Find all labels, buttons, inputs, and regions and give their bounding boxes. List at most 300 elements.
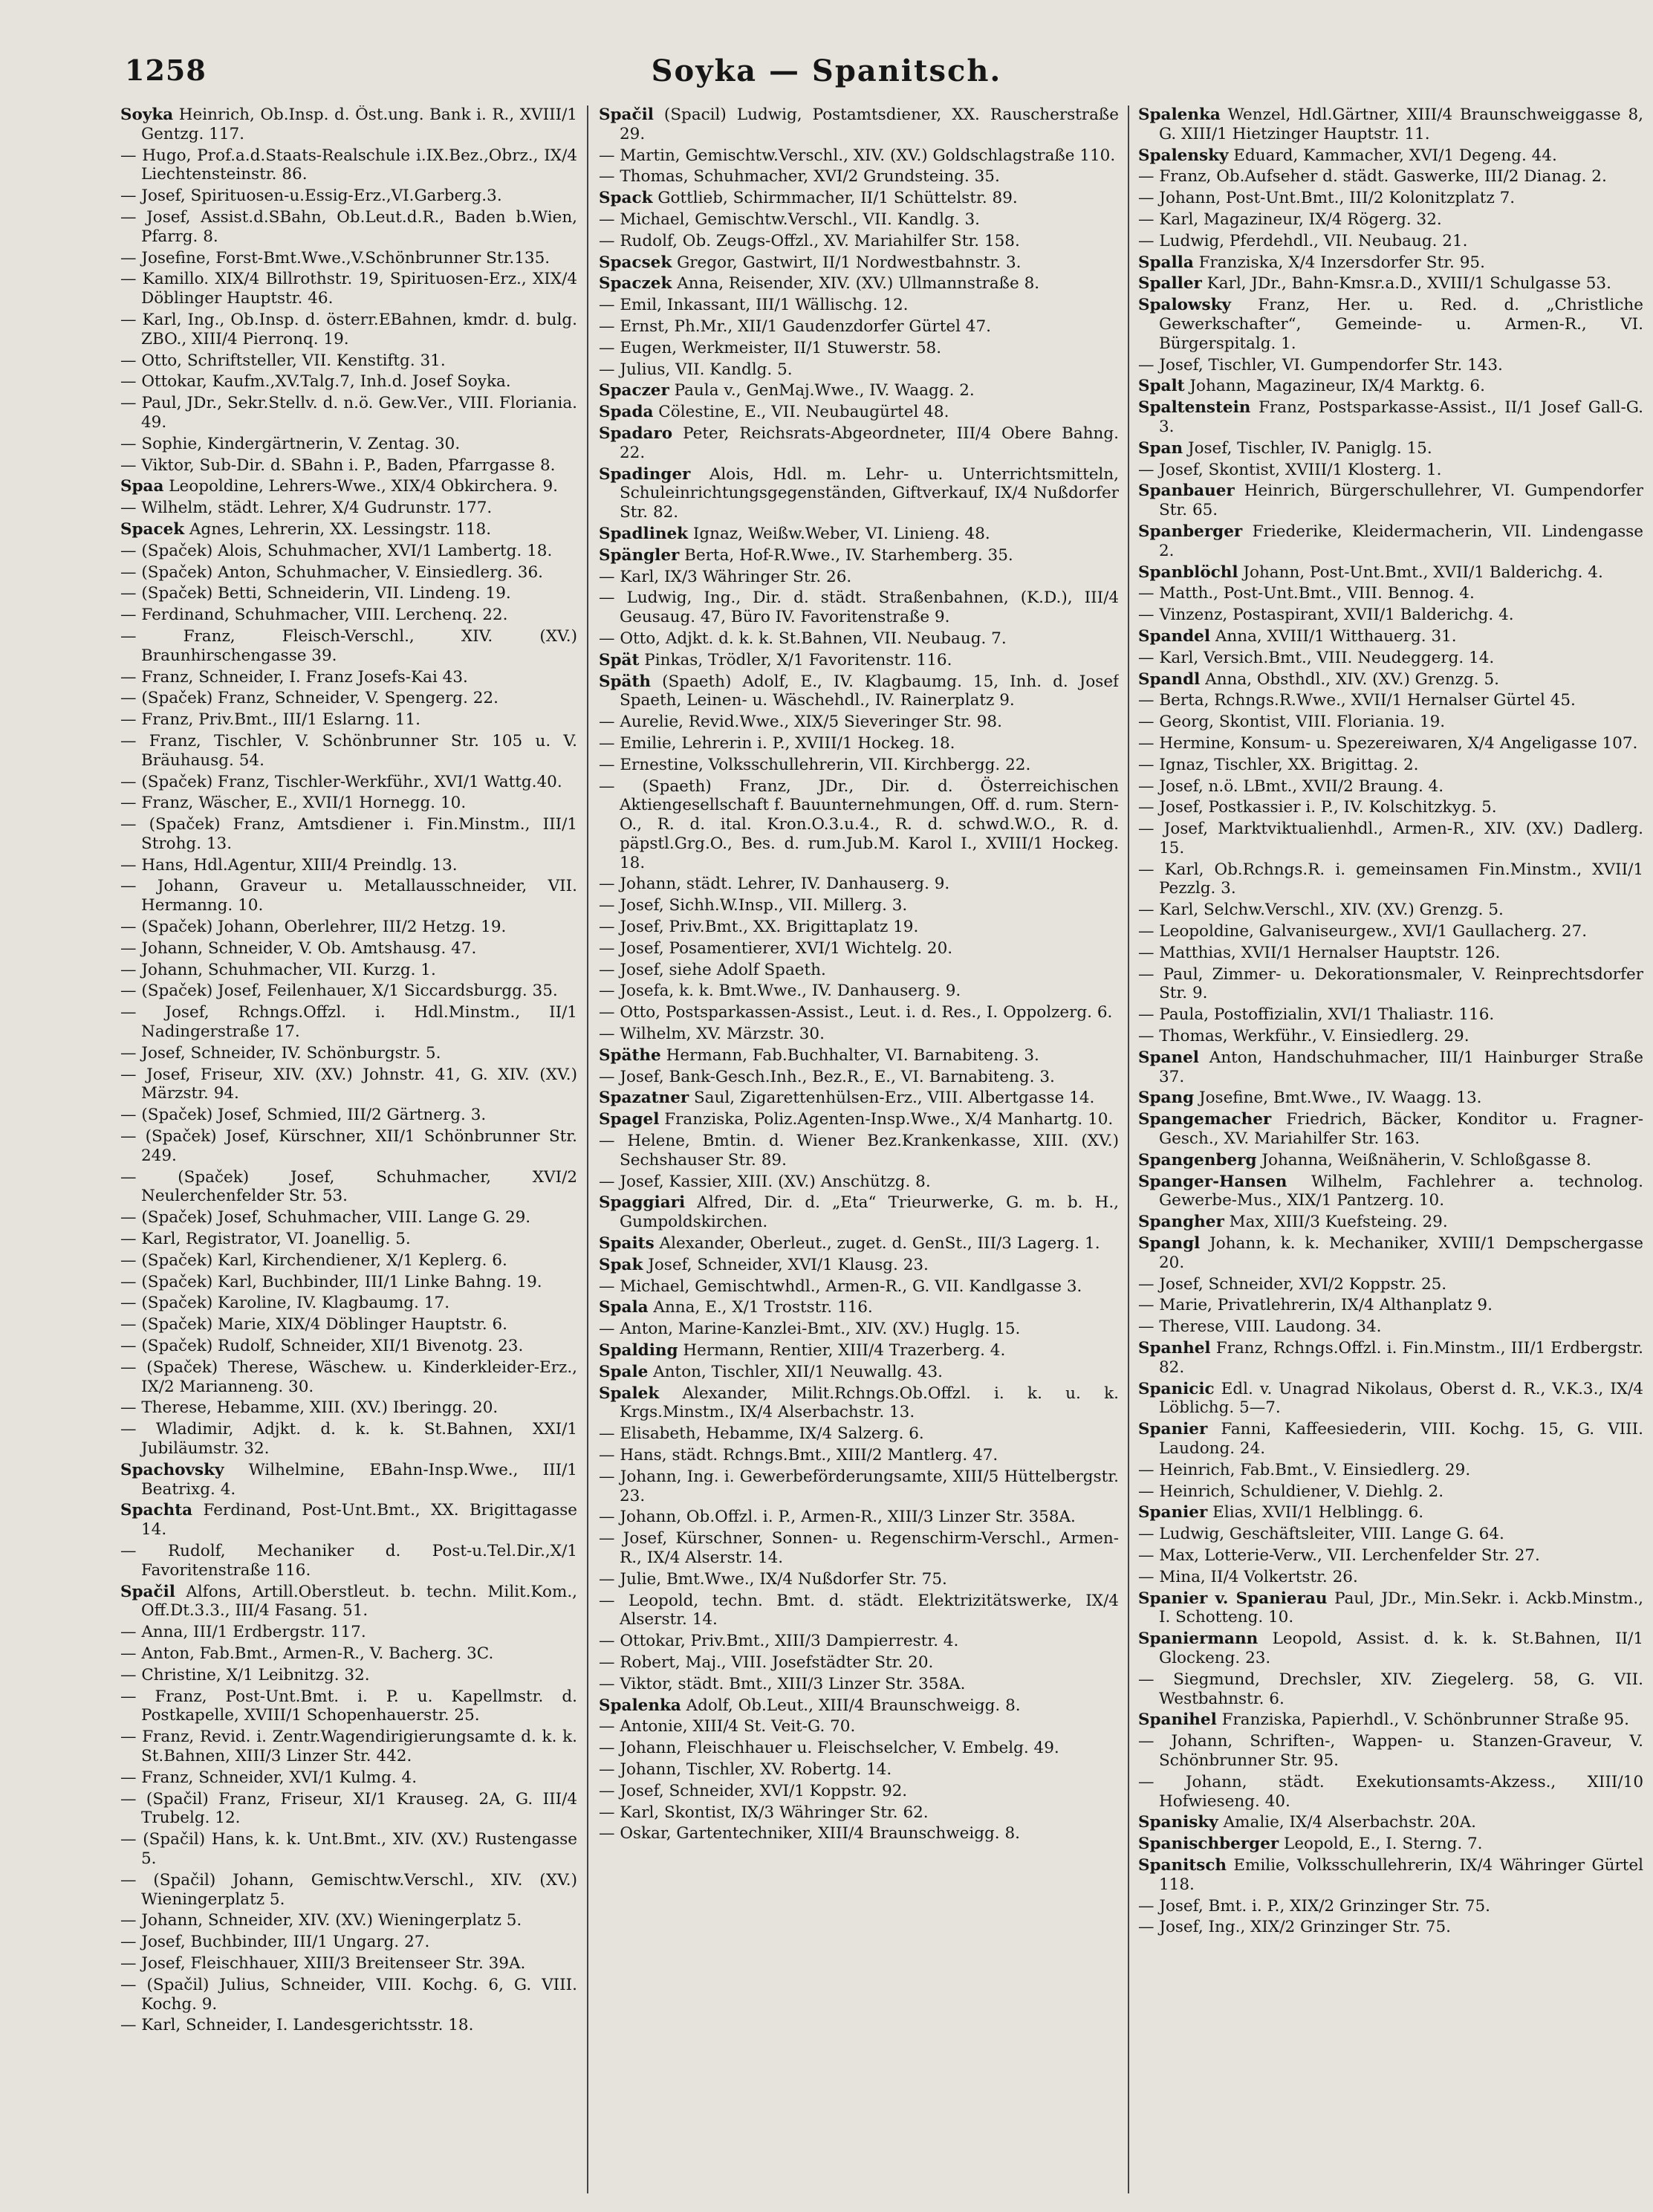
entry-text: — Therese, VIII. Laudong. 34. <box>1138 1317 1382 1337</box>
entry-surname: Span <box>1138 438 1183 458</box>
entry-text: — Oskar, Gartentechniker, XIII/4 Braunschweigg. 8. <box>599 1824 1020 1843</box>
entry-text: (Spacil) Ludwig, Postamtsdiener, XX. Rauscherstraße 29. <box>620 106 1119 143</box>
entry-text: — Josef, Marktviktualienhdl., Armen-R., XIV. (XV.) Dadlerg. 15. <box>1138 820 1643 857</box>
entry-text: Pinkas, Trödler, X/1 Favoritenstr. 116. <box>639 650 952 669</box>
directory-entry <box>120 606 577 625</box>
directory-entry <box>1138 1461 1643 1480</box>
entry-text: — (Spaček) Anton, Schuhmacher, V. Einsiedlerg. 36. <box>120 562 543 582</box>
entry-text: — Karl, Schneider, I. Landesgerichtsstr. 18. <box>120 2016 474 2035</box>
directory-entry <box>120 918 577 937</box>
directory-entry <box>599 1717 1119 1736</box>
directory-entry <box>1138 1048 1643 1087</box>
directory-entry <box>599 339 1119 358</box>
directory-entry <box>1138 481 1643 520</box>
entry-text: — Franz, Fleisch-Verschl., XIV. (XV.) Braunhirschengasse 39. <box>120 626 577 665</box>
directory-entry <box>120 1273 577 1292</box>
entry-text: Josef, Schneider, XVI/1 Klausg. 23. <box>643 1255 929 1274</box>
directory-entry <box>120 435 577 454</box>
entry-text: — Josef, Schneider, IV. Schönburgstr. 5. <box>120 1043 441 1063</box>
directory-entry <box>1138 584 1643 603</box>
directory-entry <box>599 734 1119 753</box>
entry-surname: Späth <box>599 672 652 691</box>
entry-text: — Josef, Schneider, XVI/2 Koppstr. 25. <box>1138 1274 1447 1294</box>
page-number: 1258 <box>125 53 207 87</box>
directory-entry <box>599 672 1119 711</box>
entry-surname: Spanier <box>1138 1420 1208 1439</box>
entry-text: — Otto, Adjkt. d. k. k. St.Bahnen, VII. Neubaug. 7. <box>599 629 1007 648</box>
entry-surname: Spät <box>599 650 640 669</box>
directory-entry <box>1138 1813 1643 1832</box>
entry-text: Franziska, Poliz.Agenten-Insp.Wwe., X/4 Manhartg. 10. <box>659 1110 1114 1129</box>
entry-text: Anna, XVIII/1 Witthauerg. 31. <box>1210 626 1457 646</box>
directory-entry <box>599 381 1119 400</box>
entry-text: — Otto, Schriftsteller, VII. Kenstiftg. 31. <box>120 351 446 370</box>
entry-text: — Johann, Schriften-, Wappen- u. Stanzen-Graveur, V. Schönbrunner Str. 95. <box>1138 1732 1643 1770</box>
directory-entry <box>1138 189 1643 208</box>
entry-text: Eduard, Kammacher, XVI/1 Degeng. 44. <box>1228 146 1557 165</box>
entry-text: — Wladimir, Adjkt. d. k. k. St.Bahnen, XXI/1 Jubiläumstr. 32. <box>120 1420 577 1458</box>
entry-text: — Johann, städt. Exekutionsamts-Akzess., XIII/10 Hofwieseng. 40. <box>1138 1772 1643 1811</box>
entry-surname: Spadinger <box>599 464 691 484</box>
entry-text: — Georg, Skontist, VIII. Floriania. 19. <box>1138 713 1446 732</box>
directory-entry <box>120 1398 577 1418</box>
entry-text: — Karl, Ing., Ob.Insp. d. österr.EBahnen, kmdr. d. bulg. ZBO., XIII/4 Pierronq. 19. <box>120 310 577 348</box>
entry-surname: Spanblöchl <box>1138 562 1238 582</box>
directory-entry <box>599 1675 1119 1694</box>
entry-text: — Josef, Friseur, XIV. (XV.) Johnstr. 41, G. XIV. (XV.) Märzstr. 94. <box>120 1065 577 1103</box>
directory-entry <box>120 1501 577 1540</box>
directory-entry <box>120 311 577 349</box>
entry-text: — Josef, Bank-Gesch.Inh., Bez.R., E., VI. Barnabiteng. 3. <box>599 1067 1055 1086</box>
directory-entry <box>1138 1234 1643 1273</box>
entry-text: Franziska, Papierhdl., V. Schönbrunner Straße 95. <box>1216 1710 1630 1730</box>
entry-text: — Marie, Privatlehrerin, IX/4 Althanplatz 9. <box>1138 1296 1493 1315</box>
entry-text: — Josef, siehe Adolf Spaeth. <box>599 960 826 979</box>
entry-surname: Spaits <box>599 1234 655 1253</box>
directory-entry <box>1138 1546 1643 1566</box>
directory-entry <box>599 568 1119 587</box>
directory-entry <box>1138 1482 1643 1502</box>
entry-text: Karl, JDr., Bahn-Kmsr.a.D., XVIII/1 Schulgasse 53. <box>1201 274 1611 293</box>
entry-text: Elias, XVII/1 Helblingg. 6. <box>1207 1503 1424 1522</box>
directory-entry <box>120 584 577 603</box>
entry-text: — Wilhelm, XV. Märzstr. 30. <box>599 1025 825 1044</box>
entry-surname: Spačil <box>120 1582 175 1601</box>
entry-text: — Emil, Inkassant, III/1 Wällischg. 12. <box>599 296 909 315</box>
directory-entry <box>599 317 1119 337</box>
entry-text: — Aurelie, Revid.Wwe., XIX/5 Sieveringer Str. 98. <box>599 713 1002 732</box>
entry-text: Friedrich, Bäcker, Konditor u. Fragner-Gesch., XV. Mariahilfer Str. 163. <box>1159 1110 1643 1149</box>
directory-entry <box>120 106 577 144</box>
directory-entry <box>1138 1568 1643 1587</box>
entry-text: — Thomas, Schuhmacher, XVI/2 Grundsteing. 35. <box>599 167 1000 187</box>
directory-entry <box>599 296 1119 315</box>
column-3 <box>1138 106 1643 2193</box>
entry-text: — Karl, Magazineur, IX/4 Rögerg. 32. <box>1138 210 1442 229</box>
directory-entry <box>120 689 577 708</box>
entry-text: — (Spaček) Josef, Schuhmacher, VIII. Lange G. 29. <box>120 1208 531 1227</box>
directory-entry <box>120 146 577 185</box>
directory-entry <box>120 982 577 1001</box>
running-head: Soyka — Spanitsch. <box>651 53 1002 88</box>
directory-entry <box>1138 965 1643 1004</box>
directory-entry <box>1138 1317 1643 1337</box>
directory-entry <box>120 1066 577 1104</box>
entry-text: Franz, Rchngs.Offzl. i. Fin.Minstm., III/1 Erdbergstr. 82. <box>1159 1339 1643 1377</box>
entry-text: — Emilie, Lehrerin i. P., XVIII/1 Hockeg. 18. <box>599 733 955 753</box>
entry-text: — Josefa, k. k. Bmt.Wwe., IV. Danhauserg. 9. <box>599 982 961 1001</box>
entry-surname: Spaa <box>120 477 164 496</box>
directory-entry <box>120 732 577 771</box>
directory-entry <box>599 1739 1119 1758</box>
entry-text: — Karl, Skontist, IX/3 Währinger Str. 62. <box>599 1803 929 1822</box>
entry-text: — (Spaček) Therese, Wäschew. u. Kinderkleider-Erz., IX/2 Marianneng. 30. <box>120 1358 577 1396</box>
directory-entry <box>120 1644 577 1664</box>
entry-text: — Hugo, Prof.a.d.Staats-Realschule i.IX.Bez.,Obrz., IX/4 Liechtensteinstr. 86. <box>120 146 577 184</box>
entry-text: — Anna, III/1 Erdbergstr. 117. <box>120 1623 366 1642</box>
entry-text: Ignaz, Weißw.Weber, VI. Linieng. 48. <box>688 524 990 543</box>
entry-surname: Spangemacher <box>1138 1110 1272 1129</box>
entry-text: — Franz, Schneider, I. Franz Josefs-Kai 43. <box>120 667 468 687</box>
entry-text: Johann, Post-Unt.Bmt., XVII/1 Balderichg. 4. <box>1238 562 1603 582</box>
entry-text: — Franz, Ob.Aufseher d. städt. Gaswerke, III/2 Dianag. 2. <box>1138 167 1607 187</box>
directory-entry <box>599 1384 1119 1423</box>
entry-text: — (Spaček) Alois, Schuhmacher, XVI/1 Lambertg. 18. <box>120 541 553 560</box>
directory-entry <box>120 815 577 854</box>
entry-text: — Johann, Ing. i. Gewerbeförderungsamte, XIII/5 Hüttelbergstr. 23. <box>599 1467 1119 1505</box>
entry-surname: Spalt <box>1138 377 1185 396</box>
entry-surname: Spaltenstein <box>1138 398 1251 418</box>
directory-entry <box>120 1315 577 1334</box>
directory-entry <box>120 477 577 496</box>
entry-text: Alfons, Artill.Oberstleut. b. techn. Milit.Kom., Off.Dt.3.3., III/4 Fasang. 51. <box>141 1582 577 1621</box>
entry-text: — Karl, Versich.Bmt., VIII. Neudeggerg. 14. <box>1138 648 1495 667</box>
directory-entry <box>599 274 1119 293</box>
entry-text: Hermann, Fab.Buchhalter, VI. Barnabiteng. 3. <box>660 1045 1039 1065</box>
entry-surname: Spanicic <box>1138 1379 1215 1398</box>
entry-text: Wilhelm, Fachlehrer a. technolog. Gewerbe-Mus., XIX/1 Pantzerg. 10. <box>1159 1172 1643 1210</box>
directory-entry <box>120 1251 577 1271</box>
directory-entry <box>599 1025 1119 1044</box>
entry-text: — (Spaček) Franz, Amtsdiener i. Fin.Minstm., III/1 Strohg. 13. <box>120 815 577 853</box>
directory-entry <box>1138 1296 1643 1315</box>
entry-text: Franziska, X/4 Inzersdorfer Str. 95. <box>1193 253 1485 272</box>
entry-text: — Ludwig, Pferdehdl., VII. Neubaug. 21. <box>1138 231 1468 250</box>
entry-text: Anton, Tischler, XII/1 Neuwallg. 43. <box>648 1362 944 1381</box>
directory-entry <box>1138 377 1643 396</box>
entry-text: — Josef, Posamentierer, XVI/1 Wichtelg. 20. <box>599 938 953 958</box>
directory-entry <box>1138 1918 1643 1937</box>
entry-surname: Spanhel <box>1138 1339 1211 1358</box>
directory-entry <box>599 1696 1119 1716</box>
directory-entry <box>120 1358 577 1397</box>
entry-text: — Viktor, Sub-Dir. d. SBahn i. P., Baden, Pfarrgasse 8. <box>120 455 556 475</box>
entry-text: — Josef, Ing., XIX/2 Grinzinger Str. 75. <box>1138 1918 1451 1937</box>
entry-text: — Matthias, XVII/1 Hernalser Hauptstr. 126. <box>1138 943 1501 962</box>
entry-text: Josef, Tischler, IV. Paniglg. 15. <box>1183 438 1432 458</box>
directory-entry <box>120 1768 577 1788</box>
directory-entry <box>599 1529 1119 1568</box>
directory-entry <box>120 249 577 268</box>
directory-entry <box>599 1193 1119 1232</box>
directory-entry <box>1138 1275 1643 1294</box>
entry-text: Leopoldine, Lehrers-Wwe., XIX/4 Obkirchera. 9. <box>163 477 558 496</box>
entry-text: — Karl, IX/3 Währinger Str. 26. <box>599 567 852 586</box>
directory-entry <box>599 1234 1119 1253</box>
entry-text: — Josef, Spirituosen-u.Essig-Erz.,VI.Garberg.3. <box>120 187 502 206</box>
directory-entry <box>1138 1173 1643 1211</box>
entry-text: — Johann, Schuhmacher, VII. Kurzg. 1. <box>120 960 436 979</box>
directory-entry <box>1138 606 1643 625</box>
entry-surname: Spalding <box>599 1341 678 1360</box>
entry-text: Johann, Magazineur, IX/4 Marktg. 6. <box>1184 377 1485 396</box>
directory-entry <box>599 1298 1119 1317</box>
entry-surname: Späthe <box>599 1045 661 1065</box>
directory-entry <box>120 1337 577 1356</box>
entry-text: Alfred, Dir. d. „Eta“ Trieurwerke, G. m. b. H., Gumpoldskirchen. <box>620 1193 1119 1232</box>
entry-text: — Anton, Marine-Kanzlei-Bmt., XIV. (XV.) Huglg. 15. <box>599 1320 1021 1339</box>
entry-text: Anna, Obsthdl., XIV. (XV.) Grenzg. 5. <box>1200 669 1499 689</box>
entry-text: — Hans, städt. Rchngs.Bmt., XIII/2 Mantlerg. 47. <box>599 1446 998 1465</box>
entry-text: — (Spaček) Franz, Tischler-Werkführ., XVI/1 Wattg.40. <box>120 772 562 791</box>
entry-surname: Spaniermann <box>1138 1629 1259 1649</box>
column-divider <box>587 106 588 2193</box>
entry-text: — Max, Lotterie-Verw., VII. Lerchenfelder Str. 27. <box>1138 1546 1540 1565</box>
entry-text: — Matth., Post-Unt.Bmt., VIII. Bennog. 4. <box>1138 584 1475 603</box>
directory-entry <box>599 1424 1119 1444</box>
entry-text: Anna, Reisender, XIV. (XV.) Ullmannstraße 8. <box>672 274 1040 293</box>
entry-text: — (Spaček) Josef, Schuhmacher, XVI/2 Neulerchenfelder Str. 53. <box>120 1167 577 1206</box>
directory-entry <box>1138 1420 1643 1459</box>
entry-surname: Spada <box>599 403 654 422</box>
entry-text: Gottlieb, Schirmmacher, II/1 Schüttelstr. 89. <box>652 189 1018 208</box>
directory-entry <box>599 629 1119 649</box>
entry-surname: Spanisky <box>1138 1813 1218 1832</box>
entry-text: — (Spačil) Hans, k. k. Unt.Bmt., XIV. (XV.) Rustengasse 5. <box>120 1830 577 1868</box>
column-divider <box>1128 106 1129 2193</box>
directory-entry <box>1138 106 1643 144</box>
directory-entry <box>599 1653 1119 1673</box>
entry-text: — (Spaček) Josef, Kürschner, XII/1 Schönbrunner Str. 249. <box>120 1127 577 1165</box>
directory-entry <box>599 403 1119 422</box>
directory-entry <box>120 1208 577 1227</box>
entry-surname: Soyka <box>120 106 174 124</box>
directory-entry <box>599 1803 1119 1823</box>
entry-surname: Spandel <box>1138 626 1211 646</box>
entry-text: — Ottokar, Priv.Bmt., XIII/3 Dampierrestr. 4. <box>599 1632 959 1651</box>
entry-text: — (Spačil) Johann, Gemischtw.Verschl., XIV. (XV.) Wieningerplatz 5. <box>120 1870 577 1909</box>
entry-text: Anna, E., X/1 Troststr. 116. <box>648 1298 873 1317</box>
entry-text: — Karl, Registrator, VI. Joanellig. 5. <box>120 1230 411 1249</box>
entry-text: Wilhelmine, EBahn-Insp.Wwe., III/1 Beatrixg. 4. <box>141 1460 577 1499</box>
entry-text: — Martin, Gemischtw.Verschl., XIV. (XV.) Goldschlagstraße 110. <box>599 146 1116 165</box>
entry-surname: Spalek <box>599 1384 660 1403</box>
entry-surname: Spanischberger <box>1138 1835 1279 1854</box>
entry-text: — Franz, Schneider, XVI/1 Kulmg. 4. <box>120 1768 418 1787</box>
entry-text: — Siegmund, Drechsler, XIV. Ziegelerg. 58, G. VII. Westbahnstr. 6. <box>1138 1670 1643 1708</box>
directory-entry <box>599 588 1119 627</box>
entry-text: — Ignaz, Tischler, XX. Brigittag. 2. <box>1138 755 1419 774</box>
directory-entry <box>599 146 1119 166</box>
directory-entry <box>599 360 1119 380</box>
directory-entry <box>599 1320 1119 1339</box>
entry-text: — Johann, Fleischhauer u. Fleischselcher, V. Embelg. 49. <box>599 1739 1059 1758</box>
directory-entry <box>1138 649 1643 668</box>
entry-surname: Spandl <box>1138 669 1201 689</box>
entry-surname: Spaller <box>1138 274 1202 293</box>
directory-entry <box>599 1110 1119 1129</box>
directory-entry <box>120 372 577 392</box>
entry-text: — (Spaček) Marie, XIX/4 Döblinger Hauptstr. 6. <box>120 1315 508 1334</box>
entry-text: — Wilhelm, städt. Lehrer, X/4 Gudrunstr. 177. <box>120 499 493 518</box>
directory-entry <box>599 896 1119 915</box>
entry-text: Johann, k. k. Mechaniker, XVIII/1 Dempschergasse 20. <box>1159 1234 1643 1272</box>
entry-text: — (Spačil) Julius, Schneider, VIII. Kochg. 6, G. VIII. Kochg. 9. <box>120 1975 577 2014</box>
entry-text: — Michael, Gemischtwhdl., Armen-R., G. VII. Kandlgasse 3. <box>599 1277 1082 1296</box>
entry-surname: Spacek <box>120 519 185 539</box>
directory-entry <box>1138 734 1643 753</box>
entry-text: — Ferdinand, Schuhmacher, VIII. Lerchenq. 22. <box>120 606 508 625</box>
directory-entry <box>1138 167 1643 187</box>
directory-entry <box>1138 210 1643 230</box>
directory-entry <box>1138 439 1643 458</box>
entry-text: Ferdinand, Post-Unt.Bmt., XX. Brigittagasse 14. <box>141 1501 577 1540</box>
entry-text: Adolf, Ob.Leut., XIII/4 Braunschweigg. 8. <box>681 1696 1021 1715</box>
entry-text: Alexander, Oberleut., zuget. d. GenSt., III/3 Lagerg. 1. <box>654 1234 1100 1253</box>
entry-text: — Josef, Fleischhauer, XIII/3 Breitenseer Str. 39A. <box>120 1953 526 1973</box>
entry-text: — Josefine, Forst-Bmt.Wwe.,V.Schönbrunner Str.135. <box>120 248 551 267</box>
entry-surname: Spalenka <box>599 1696 681 1715</box>
directory-entry <box>599 525 1119 544</box>
directory-entry <box>120 499 577 518</box>
entry-text: — Anton, Fab.Bmt., Armen-R., V. Bacherg. 3C. <box>120 1644 494 1663</box>
directory-entry <box>120 520 577 539</box>
entry-surname: Spanier <box>1138 1503 1208 1522</box>
entry-text: — Sophie, Kindergärtnerin, V. Zentag. 30. <box>120 434 461 453</box>
entry-text: — (Spaček) Karl, Buchbinder, III/1 Linke Bahng. 19. <box>120 1272 542 1291</box>
entry-text: — Otto, Postsparkassen-Assist., Leut. i. d. Res., I. Oppolzerg. 6. <box>599 1003 1113 1022</box>
entry-surname: Spachovsky <box>120 1460 224 1479</box>
entry-text: — Johann, Graveur u. Metallausschneider, VII. Hermanng. 10. <box>120 877 577 915</box>
entry-surname: Spala <box>599 1298 649 1317</box>
directory-entry <box>120 627 577 666</box>
entry-text: — Ludwig, Ing., Dir. d. städt. Straßenbahnen, (K.D.), III/4 Geusaug. 47, Büro IV. Favoritenstraße 9. <box>599 588 1119 627</box>
directory-entry <box>120 1044 577 1063</box>
entry-text: — Berta, Rchngs.R.Wwe., XVII/1 Hernalser Gürtel 45. <box>1138 691 1576 710</box>
entry-text: — Josef, Priv.Bmt., XX. Brigittaplatz 19. <box>599 918 919 937</box>
entry-text: — Franz, Tischler, V. Schönbrunner Str. 105 u. V. Bräuhausg. 54. <box>120 731 577 770</box>
directory-entry <box>599 1363 1119 1382</box>
entry-surname: Spängler <box>599 545 680 565</box>
entry-text: — (Spaček) Karoline, IV. Klagbaumg. 17. <box>120 1294 450 1313</box>
entry-surname: Spanberger <box>1138 522 1243 541</box>
entry-text: Fanni, Kaffeesiederin, VIII. Kochg. 15, G. VIII. Laudong. 24. <box>1159 1420 1643 1458</box>
entry-text: Peter, Reichsrats-Abgeordneter, III/4 Obere Bahng. 22. <box>620 424 1119 462</box>
directory-entry <box>1138 1670 1643 1709</box>
directory-entry <box>1138 1710 1643 1730</box>
directory-entry <box>120 1294 577 1313</box>
directory-entry <box>1138 461 1643 480</box>
directory-entry <box>1138 1629 1643 1668</box>
directory-entry <box>120 1623 577 1642</box>
directory-entry <box>1138 1339 1643 1378</box>
entry-surname: Spanier v. Spanierau <box>1138 1589 1328 1608</box>
directory-entry <box>1138 274 1643 293</box>
entry-text: — Hermine, Konsum- u. Spezereiwaren, X/4 Angeligasse 107. <box>1138 733 1638 753</box>
directory-entry <box>599 1592 1119 1630</box>
directory-entry <box>599 253 1119 273</box>
entry-text: Edl. v. Unagrad Nikolaus, Oberst d. R., V.K.3., IX/4 Löblichg. 5—7. <box>1159 1379 1643 1418</box>
directory-entry <box>1138 944 1643 963</box>
entry-text: — Josef, Kassier, XIII. (XV.) Anschützg. 8. <box>599 1172 931 1191</box>
directory-entry <box>599 189 1119 208</box>
directory-entry <box>120 563 577 583</box>
column-1 <box>120 106 577 2193</box>
entry-text: Wenzel, Hdl.Gärtner, XIII/4 Braunschweiggasse 8, G. XIII/1 Hietzinger Hauptstr. 11. <box>1159 106 1643 143</box>
directory-entry <box>120 1542 577 1580</box>
entry-text: — Ottokar, Kaufm.,XV.Talg.7, Inh.d. Josef Soyka. <box>120 372 511 392</box>
entry-text: — Eugen, Werkmeister, II/1 Stuwerstr. 58. <box>599 338 942 357</box>
directory-entry <box>1138 1835 1643 1854</box>
entry-text: — (Spaček) Betti, Schneiderin, VII. Lindeng. 19. <box>120 584 511 603</box>
directory-entry <box>120 1168 577 1207</box>
directory-entry <box>1138 296 1643 353</box>
entry-surname: Spangher <box>1138 1213 1224 1232</box>
directory-entry <box>120 542 577 561</box>
directory-entry <box>599 1132 1119 1170</box>
entry-text: — Franz, Revid. i. Zentr.Wagendirigierungsamte d. k. k. St.Bahnen, XIII/3 Linzer Str. 442. <box>120 1728 577 1765</box>
entry-text: — Johann, städt. Lehrer, IV. Danhauserg. 9. <box>599 875 950 894</box>
entry-text: — (Spaček) Josef, Feilenhauer, X/1 Siccardsburgg. 35. <box>120 982 558 1001</box>
directory-entry <box>120 1954 577 1973</box>
entry-text: — Ernestine, Volksschullehrerin, VII. Kirchbergg. 22. <box>599 755 1031 774</box>
entry-text: Franz, Postsparkasse-Assist., II/1 Josef Gall-G. 3. <box>1159 398 1643 436</box>
directory-entry <box>120 394 577 432</box>
directory-entry <box>599 465 1119 522</box>
entry-text: Paul, JDr., Min.Sekr. i. Ackb.Minstm., I. Schotteng. 10. <box>1159 1589 1643 1627</box>
directory-entry <box>120 1830 577 1869</box>
directory-entry <box>599 1256 1119 1275</box>
entry-text: — Franz, Wäscher, E., XVII/1 Hornegg. 10. <box>120 794 467 813</box>
directory-entry <box>1138 232 1643 251</box>
directory-entry <box>599 918 1119 937</box>
directory-entry <box>599 1173 1119 1192</box>
entry-surname: Spangenberg <box>1138 1150 1257 1170</box>
directory-entry <box>120 1420 577 1459</box>
entry-text: — Antonie, XIII/4 St. Veit-G. 70. <box>599 1717 856 1736</box>
directory-entry <box>120 187 577 206</box>
entry-text: — Therese, Hebamme, XIII. (XV.) Iberingg. 20. <box>120 1398 499 1418</box>
entry-text: — Josef, Buchbinder, III/1 Ungarg. 27. <box>120 1933 430 1952</box>
directory-entry <box>1138 1213 1643 1232</box>
entry-text: Berta, Hof-R.Wwe., IV. Starhemberg. 35. <box>679 545 1013 565</box>
directory-entry <box>120 1230 577 1249</box>
directory-entry <box>120 1583 577 1621</box>
entry-text: Alois, Hdl. m. Lehr- u. Unterrichtsmitteln, Schuleinrichtungsgegenständen, Giftverkauf, IX/4 Nußdorfer Str. 82. <box>620 464 1119 522</box>
entry-text: — Josef, Assist.d.SBahn, Ob.Leut.d.R., Baden b.Wien, Pfarrg. 8. <box>120 207 577 246</box>
directory-entry <box>599 1068 1119 1087</box>
entry-text: — Rudolf, Ob. Zeugs-Offzl., XV. Mariahilfer Str. 158. <box>599 231 1020 250</box>
entry-text: — Heinrich, Schuldiener, V. Diehlg. 2. <box>1138 1482 1444 1501</box>
directory-entry <box>1138 756 1643 775</box>
entry-text: — Johann, Schneider, XIV. (XV.) Wieningerplatz 5. <box>120 1911 522 1930</box>
entry-surname: Spanel <box>1138 1048 1199 1067</box>
directory-entry <box>1138 901 1643 920</box>
directory-entry <box>1138 1005 1643 1025</box>
entry-text: — Christine, X/1 Leibnitzg. 32. <box>120 1665 370 1684</box>
directory-entry <box>599 1467 1119 1506</box>
entry-surname: Spanihel <box>1138 1710 1217 1730</box>
